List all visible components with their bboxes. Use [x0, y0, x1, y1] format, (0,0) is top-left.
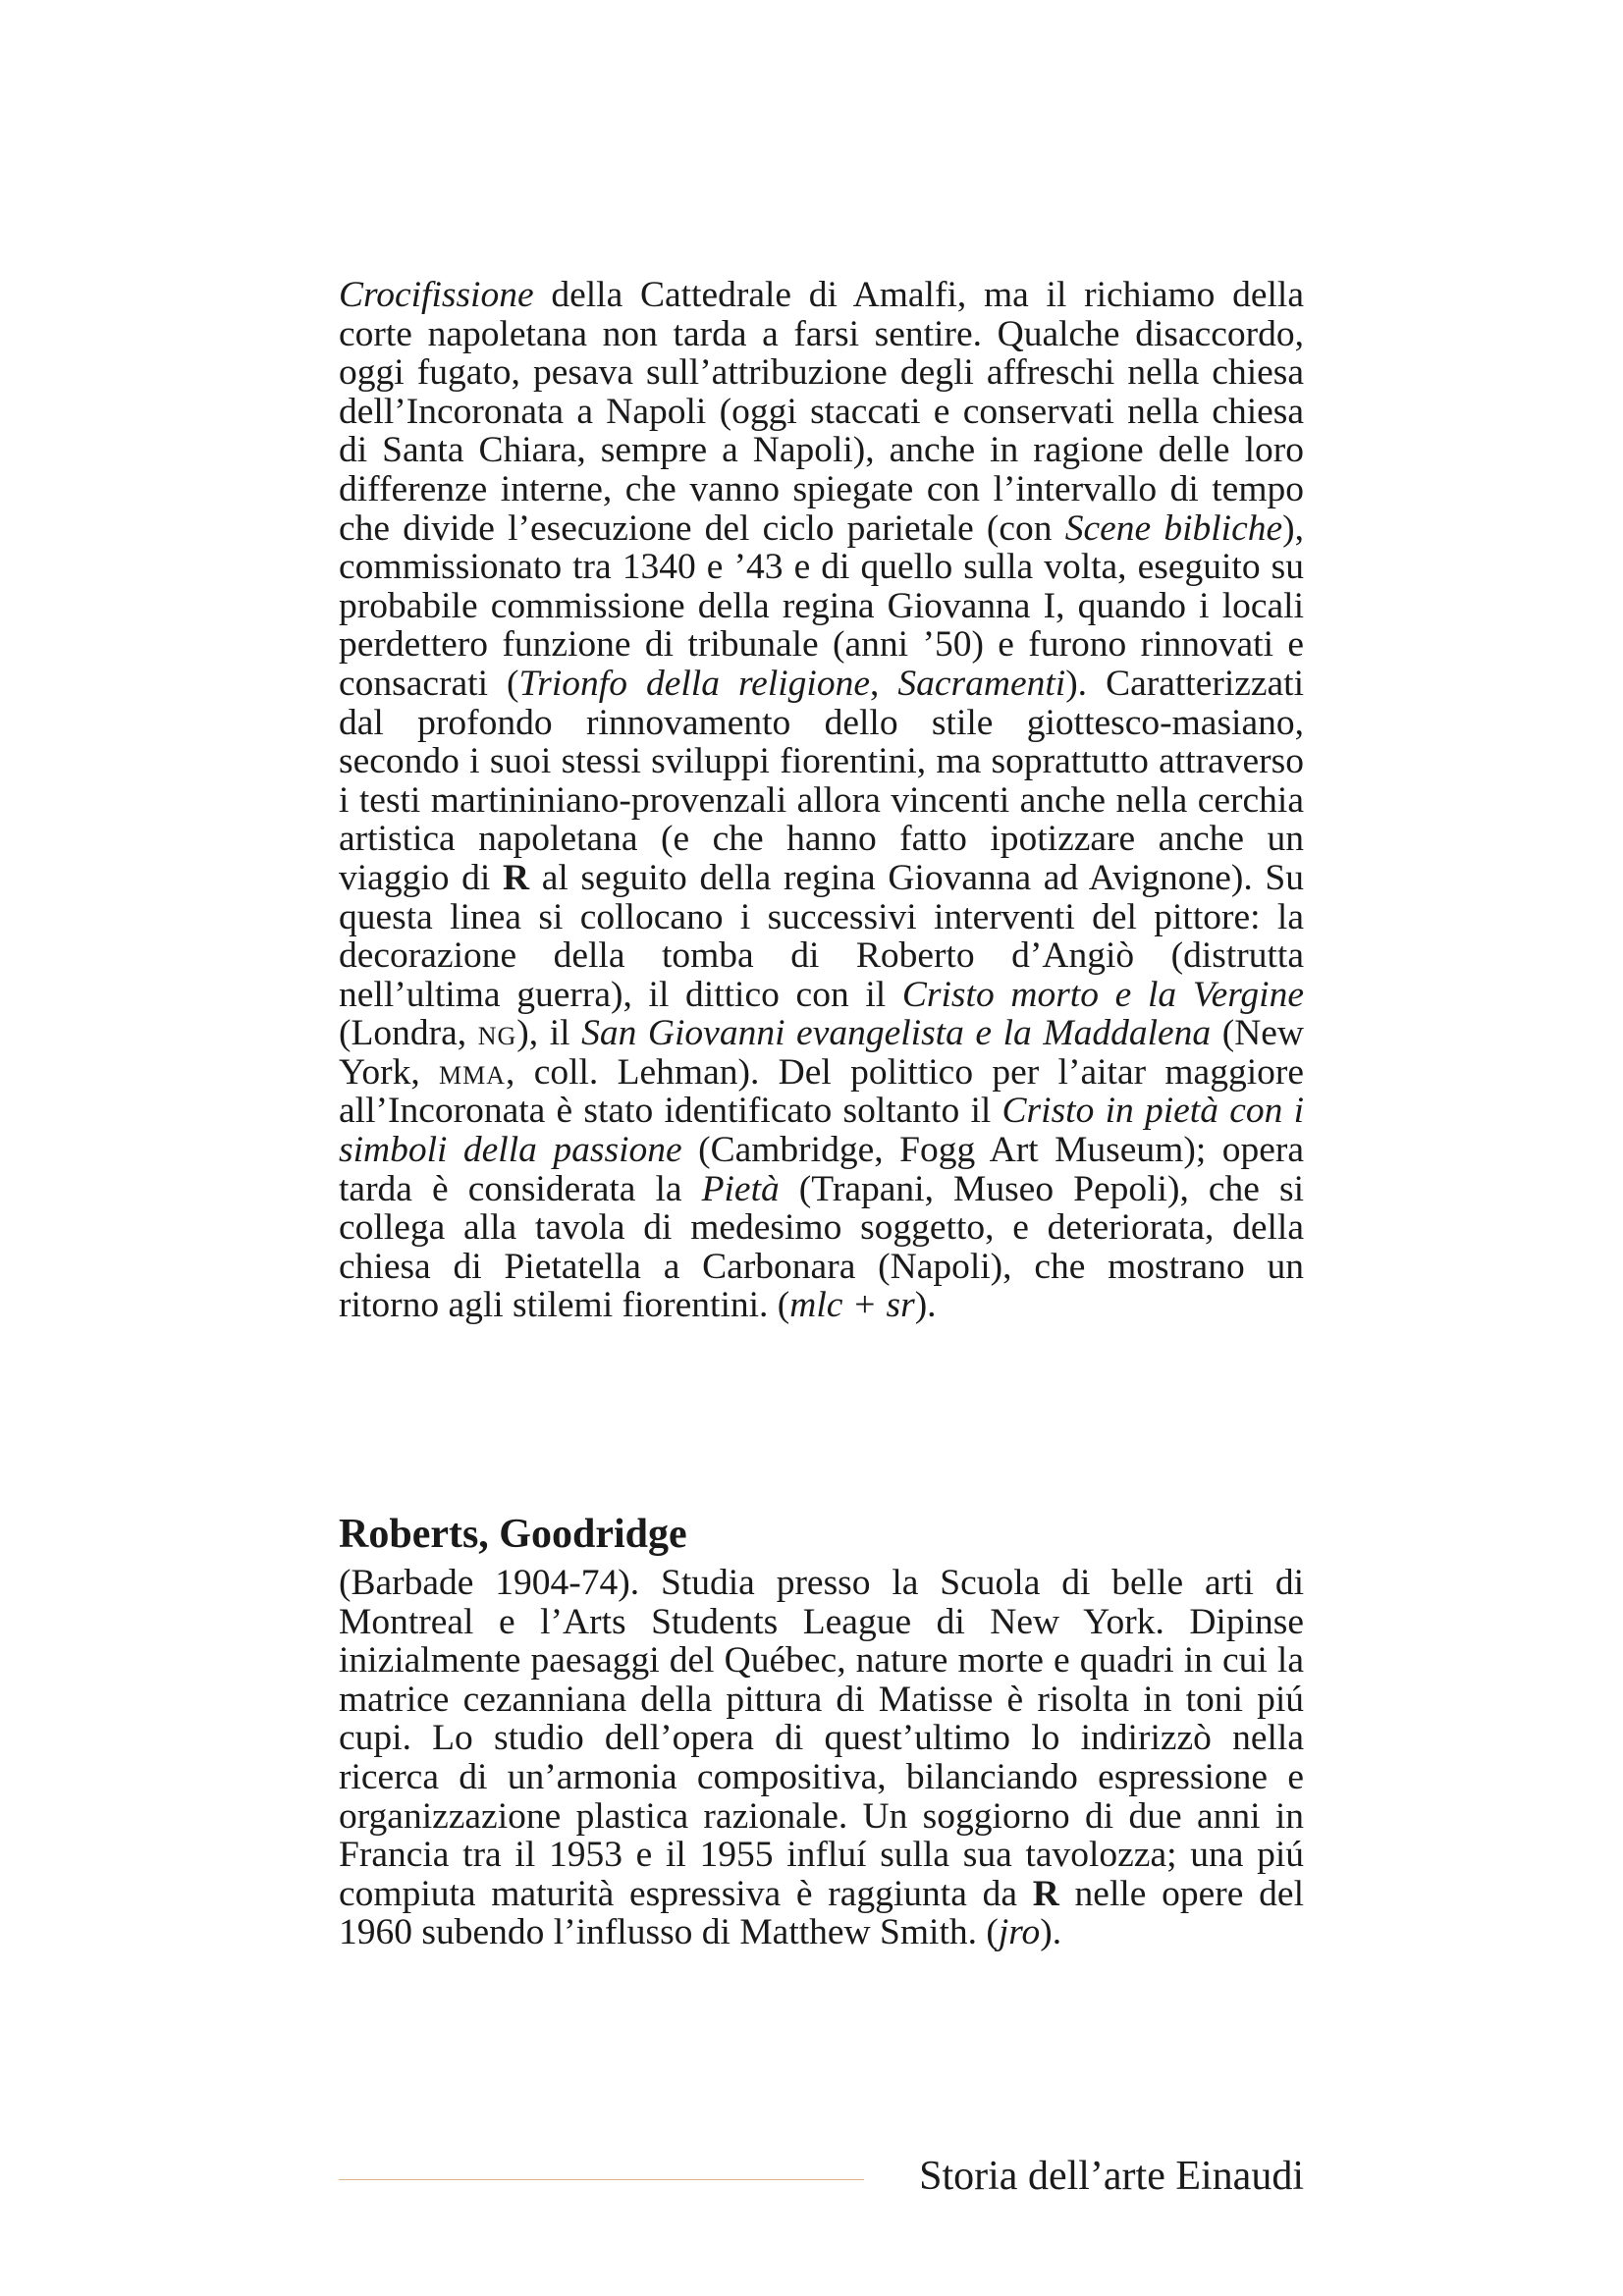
footer-publication-title: Storia dell’arte Einaudi [919, 2154, 1304, 2199]
text-run: (Cambridge, Fogg Art Museum); opera tarda è considerata la [339, 1130, 1304, 1209]
italic-title: Sacramenti [897, 663, 1066, 704]
text-run: , [869, 663, 898, 704]
italic-title: Trionfo della religione [518, 663, 870, 704]
text-run: (Londra, [339, 1013, 478, 1054]
bold-initial: R [502, 857, 530, 898]
text-run: (New York, [339, 1013, 1304, 1093]
entry-heading: Roberts, Goodridge [339, 1512, 687, 1557]
italic-title: San Giovanni evangelista e la Maddalena [581, 1013, 1212, 1054]
italic-title: Cristo morto e la Vergine [901, 974, 1304, 1015]
text-run: ). [1040, 1912, 1062, 1953]
text-run: ). [914, 1285, 937, 1326]
museum-abbreviation: ng [477, 1013, 517, 1054]
bold-initial: R [1032, 1873, 1059, 1914]
text-run: (Trapani, Museo Pepoli), che si collega alla tavola di medesimo soggetto, e deteriorata, della chiesa di Pietatella a Carbonara (Napoli), che mostrano un ritorno agli stilemi fiorentini. ( [339, 1168, 1304, 1326]
italic-title: Cristo in pietà con i simboli della passione [339, 1091, 1304, 1171]
text-run: della Cattedrale di Amalfi, ma il richiamo della corte napoletana non tarda a farsi sentire. Qualche disaccordo, oggi fugato, pesava sull’attribuzione degli affreschi nella chiesa dell’Incoronata a Napoli (oggi staccati e conservati nella chiesa di Santa Chiara, sempre a Napoli), anche in ragione delle loro differenze interne, che vanno spiegate con l’intervallo di tempo che divide l’esecuzione del ciclo parietale (con [339, 275, 1304, 549]
text-run: ), commissionato tra 1340 e ’43 e di quello sulla volta, eseguito su probabile commissione della regina Giovanna I, quando i locali perdettero funzione di tribunale (anni ’50) e furono rinnovati e consacrati ( [339, 507, 1304, 704]
italic-title: Crocifissione [339, 275, 534, 315]
italic-title: Scene bibliche [1064, 507, 1283, 549]
italic-title: mlc + sr [789, 1285, 915, 1326]
italic-title: jro [998, 1912, 1041, 1953]
text-run: al seguito della regina Giovanna ad Avignone). Su questa linea si collocano i successivi interventi del pittore: la decorazione della tomba di Roberto d’Angiò (distrutta nell’ultima guerra), il dittico con il [339, 857, 1305, 1015]
footer-rule [339, 2179, 864, 2180]
previous-entry-continuation [339, 276, 1304, 1325]
italic-title: Pietà [701, 1168, 780, 1209]
text-run: , coll. Lehman). Del polittico per l’aitar maggiore all’Incoronata è stato identificato soltanto il [339, 1051, 1304, 1132]
entry-body [339, 1564, 1304, 1952]
text-run: ), il [516, 1013, 582, 1054]
museum-abbreviation: mma [439, 1051, 507, 1093]
text-run: (Barbade 1904-74). Studia presso la Scuola di belle arti di Montreal e l’Arts Students League di New York. Dipinse inizialmente paesaggi del Québec, nature morte e quadri in cui la matrice cezanniana della pittura di Matisse è risolta in toni piú cupi. Lo studio dell’opera di quest’ultimo lo indirizzò nella ricerca di un’armonia compositiva, bilanciando espressione e organizzazione plastica razionale. Un soggiorno di due anni in Francia tra il 1953 e il 1955 influí sulla sua tavolozza; una piú compiuta maturità espressiva è raggiunta da [339, 1563, 1304, 1914]
text-run: nelle opere del 1960 subendo l’influsso di Matthew Smith. ( [339, 1873, 1304, 1953]
text-run: ). Caratterizzati dal profondo rinnovamento dello stile giottesco-masiano, secondo i suoi stessi sviluppi fiorentini, ma soprattutto attraverso i testi martininiano-provenzali allora vincenti anche nella cerchia artistica napoletana (e che hanno fatto ipotizzare anche un viaggio di [339, 663, 1305, 898]
